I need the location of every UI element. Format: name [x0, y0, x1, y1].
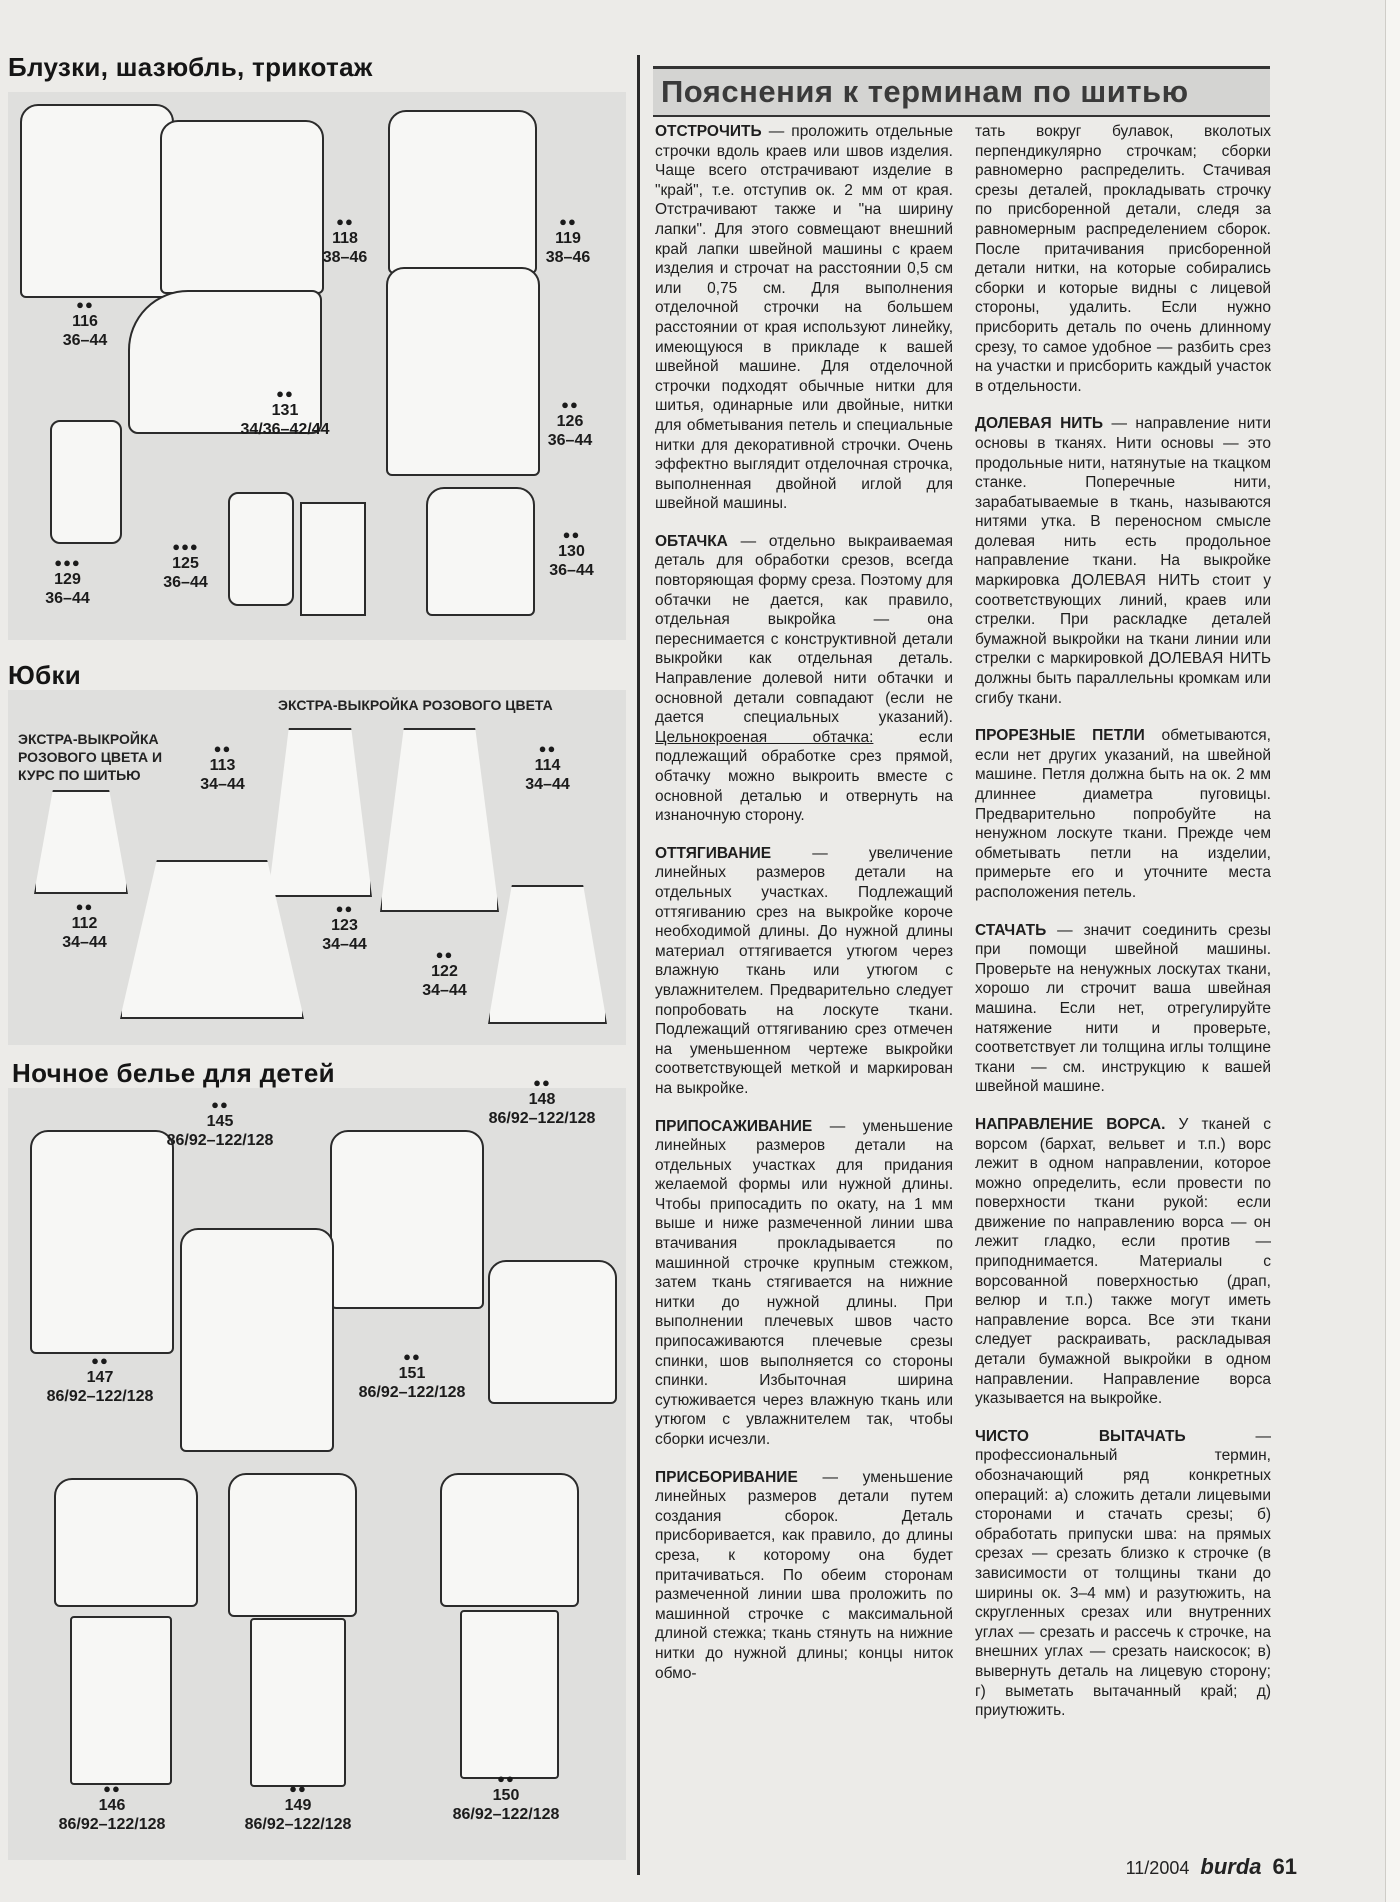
garment-illustration	[388, 110, 537, 274]
page-number: 61	[1272, 1854, 1297, 1879]
garment-illustration	[488, 1260, 617, 1404]
garment-illustration	[180, 1228, 334, 1452]
extra-pattern-note-top: ЭКСТРА-ВЫКРОЙКА РОЗОВОГО ЦВЕТА	[278, 697, 553, 713]
garment-illustration	[228, 1473, 357, 1617]
model-label: ●●● 129 36–44	[45, 555, 90, 607]
term-entry: ПРОРЕЗНЫЕ ПЕТЛИ обметываются, если нет других указаний, на швейной машине. Петля должна быть на ок. 2 мм длиннее диаметра пуговицы. Предварительно попробуйте на ненужном лоскуте ткани. Прежде чем обметывать петли на изделии, примерьте его и уточните места расположения петель.	[975, 727, 1271, 901]
model-label: ●● 145 86/92–122/128	[166, 1097, 274, 1149]
garment-illustration	[380, 728, 499, 912]
garment-illustration	[426, 487, 535, 616]
model-label: ●● 116 36–44	[62, 297, 108, 349]
section-title-blouses: Блузки, шазюбль, трикотаж	[8, 52, 373, 82]
garment-illustration	[488, 885, 607, 1024]
garment-illustration	[70, 1616, 172, 1785]
garment-illustration	[160, 120, 324, 294]
section-title-nightwear: Ночное белье для детей	[12, 1058, 335, 1088]
garment-illustration	[20, 104, 174, 298]
model-label: ●● 150 86/92–122/128	[452, 1771, 560, 1823]
term-entry: ПРИПОСАЖИВАНИЕ — уменьшение линейных размеров детали на отдельных участках для придания желаемой формы или нужной длины. Чтобы припосадить по окату, на 1 мм выше и ниже размеченной линии шва втачивания прокладывается по машинной строчке крупным стежком, затем ткань стягивается на нижние нитки до нужной длины. При выполнении плечевых швов часто припосаживаются плечевые срезы спинки, шов выполняется со стороны спинки. Избыточная ширина сутюживается через влажную ткань или утюгом с увлажнителем так, чтобы сборки исчезли.	[655, 1117, 953, 1448]
model-label: ●● 112 34–44	[62, 899, 107, 951]
model-label: ●● 122 34–44	[422, 947, 467, 999]
model-label: ●● 123 34–44	[322, 901, 367, 953]
garment-illustration	[330, 1130, 484, 1309]
issue-date: 11/2004	[1125, 1858, 1190, 1878]
glossary-column-1	[655, 122, 953, 1701]
column-divider	[637, 55, 640, 1875]
term-entry: ОБТАЧКА — отдельно выкраиваемая деталь для обработки срезов, всегда повторяющая форму среза. Поэтому для обтачки не дается, как правило, отдельная выкройка — она переснимается с конструктивной детали выкройки как отдельная деталь. Направление долевой нити обтачки и основной детали совпадают (если не дается специальных указаний). Цельнокроеная обтачка: если подлежащий обработке срез прямой, обтачку можно выкроить вместе с основной деталью и отвернуть на изнаночную сторону.	[655, 532, 953, 825]
model-label: ●● 113 34–44	[200, 741, 245, 793]
term-entry: ЧИСТО ВЫТАЧАТЬ — профессиональный термин, обозначающий ряд конкретных операций: а) сложить детали лицевыми сторонами и стачать срезы; б) обработать припуски шва: на прямых срезах — срезать близко к строчке (в зависимости от толщины ткани до ширины ок. 3–4 мм) и разутюжить, на скругленных срезах или внутренних углах — срезать и рассечь к строчке, на внешних углах — срезать наискосок; в) вывернуть деталь на лицевую сторону; г) выметать вытачанный край; д) приутюжить.	[975, 1427, 1272, 1720]
garment-illustration	[50, 420, 122, 544]
term-entry: СТАЧАТЬ — значит соединить срезы при помощи швейной машины. Проверьте на ненужных лоскутах ткани, хорошо ли строчит ваша швейная машина. Если нет, отрегулируйте натяжение нити и проверьте, соответствует ли толщина иглы толщине ткани — см. инструкцию к вашей швейной машине.	[975, 921, 1271, 1096]
model-label: ●● 118 38–46	[322, 214, 368, 266]
garment-illustration	[250, 1618, 346, 1787]
garment-illustration	[34, 790, 128, 894]
term-entry: НАПРАВЛЕНИЕ ВОРСА. У тканей с ворсом (бархат, вельвет и т.п.) ворс лежит в одном направлении, которое можно определить, если провести по поверхности ткани рукой: если движение по направлению ворса — он лежит гладко, если против — приподнимается. Материалы с ворсованной поверхностью (драп, велюр и т.п.) также могут иметь направление ворса. Все эти ткани следует раскраивать, раскладывая детали бумажной выкройки в одном направлении. Направление ворса указывается на выкройке.	[975, 1115, 1271, 1408]
garment-illustration	[54, 1478, 198, 1607]
model-label: ●● 114 34–44	[525, 741, 570, 793]
section-title-skirts: Юбки	[8, 660, 82, 690]
model-label: ●● 130 36–44	[549, 527, 594, 579]
page-footer	[1126, 1854, 1297, 1880]
garment-illustration	[228, 492, 294, 606]
terms-heading: Пояснения к терминам по шитью	[661, 74, 1189, 109]
garment-illustration	[386, 267, 540, 476]
brand-logo: burda	[1200, 1854, 1262, 1879]
model-label: ●● 131 34/36–42/44	[240, 386, 330, 438]
page-edge	[1385, 0, 1400, 1902]
garment-illustration	[440, 1473, 579, 1607]
model-label: ●● 146 86/92–122/128	[58, 1781, 166, 1833]
garment-illustration	[300, 502, 366, 616]
term-entry: ОТТЯГИВАНИЕ — увеличение линейных размеров детали на отдельных участках. Подлежащий оттягиванию срез на выкройке короче необходимой длины. До нужной длины материал оттягивается утюгом через влажную ткань или утюгом с увлажнителем. Предварительно следует попробовать на лоскуте ткани. Подлежащий оттягиванию срез отмечен на уменьшенном чертеже выкройки соответствующей меткой и маркирован на выкройке.	[655, 844, 953, 1097]
glossary-column-2	[975, 122, 1271, 1739]
nightwear-panel	[8, 1088, 626, 1860]
model-label: ●● 148 86/92–122/128	[488, 1075, 596, 1127]
garment-illustration	[460, 1610, 559, 1779]
terms-heading-bar	[653, 66, 1270, 117]
term-entry: ОТСТРОЧИТЬ — проложить отдельные строчки вдоль краев или швов изделия. Чаще всего отстрачивают изделие в "край", т.е. отступив ок. 2 мм от края. Отстрачивают также и "на ширину лапки". Для этого совмещают внешний край лапки швейной машины с краем изделия и строчат на расстоянии 0,5 см или 0,75 см. Для выполнения отделочной строчки на большем расстоянии от края используют линейку, имеющуюся в прикладе к вашей швейной машине. Для отделочной строчки подходят обычные нитки для шитья, одинарные или двойные, нитки для обметывания петель и специальные нитки для декоративной строчки. Очень эффектно выглядит отделочная строчка, выполненная двойной иглой для швейной машины.	[655, 123, 953, 513]
model-label: ●● 147 86/92–122/128	[46, 1353, 154, 1405]
model-label: ●● 126 36–44	[547, 397, 593, 449]
term-entry: ПРИСБОРИВАНИЕ — уменьшение линейных размеров детали путем создания сборок. Деталь присборивается, как правило, до длины среза, к которому она будет притачиваться. По обеим сторонам размеченной линии шва проложить по машинной строчке с максимальной длиной стежка; ткань стянуть на нижние нитки до нужной длины; концы ниток обмо-	[655, 1468, 953, 1682]
term-entry: тать вокруг булавок, вколотых перпендикулярно строчкам; сборки равномерно распределить. Стачивая срезы деталей, прокладывать строчку по присборенной детали, следя за равномерным распределением сборок. После притачивания присборенной детали нитки, на которые собирались сборки и которые видны с лицевой стороны, удалить. Если нужно присборить деталь по очень длинному срезу, то самое удобное — разбить срез на участки и присборить каждый участок в отдельности.	[975, 123, 1271, 395]
model-label: ●● 119 38–46	[545, 214, 591, 266]
garment-illustration	[268, 728, 372, 897]
model-label: ●●● 125 36–44	[163, 539, 208, 591]
extra-pattern-note-left: ЭКСТРА-ВЫКРОЙКА РОЗОВОГО ЦВЕТА И КУРС ПО ШИТЬЮ	[18, 731, 163, 783]
model-label: ●● 149 86/92–122/128	[244, 1781, 352, 1833]
term-entry: ДОЛЕВАЯ НИТЬ — направление нити основы в тканях. Нити основы — это продольные нити, натянутые на ткацком станке. Поперечные нити, зарабатываемые в ткань, называются нитями утка. В переносном смысле долевая нить есть продольное направление ткани. На выкройке маркировка ДОЛЕВАЯ НИТЬ стоит у соответствующих линий, краев или стрелки. При раскладке деталей бумажной выкройки на ткани линии или стрелки с маркировкой ДОЛЕВАЯ НИТЬ должны быть параллельны кромкам или сгибу ткани.	[975, 415, 1272, 707]
garment-illustration	[30, 1130, 174, 1354]
model-label: ●● 151 86/92–122/128	[358, 1349, 466, 1401]
